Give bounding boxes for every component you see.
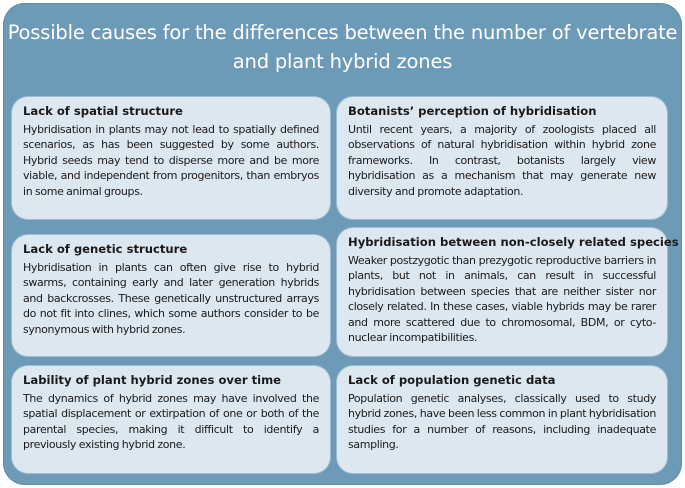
card-lack-of-spatial-structure: [12, 97, 330, 219]
card-heading: Botanists’ perception of hybridisation: [348, 104, 597, 118]
card-body: Hybridisation in plants may not lead to spatially defined scenarios, as has been suggested by some authors. Hybrid seeds may tend to disperse more and be more viable, and independent from progenitors, than embryos in some animal groups.: [23, 123, 319, 198]
card-body: Until recent years, a majority of zoologists placed all observations of natural hybridisation within hybrid zone frameworks. In contrast, botanists largely view hybridisation as a mechanism that may generate new diversity and promote adaptation.: [348, 123, 656, 198]
card-body: Population genetic analyses, classically used to study hybrid zones, have been less common in plant hybridisation studies for a number of reasons, including inadequate sampling.: [348, 392, 656, 452]
card-non-closely-related-species: [337, 228, 679, 356]
title-line-2: and plant hybrid zones: [232, 50, 453, 73]
card-lack-of-genetic-structure: [12, 235, 330, 356]
card-lack-of-population-genetic-data: [337, 366, 667, 473]
card-heading: Lack of genetic structure: [23, 242, 188, 256]
card-heading: Lack of spatial structure: [23, 104, 183, 118]
card-heading: Lability of plant hybrid zones over time: [23, 373, 282, 387]
card-lability-over-time: [12, 366, 330, 473]
card-body: The dynamics of hybrid zones may have involved the spatial displacement or extirpation of one or both of the parental species, making it difficult to identify a previously existing hybrid zone.: [23, 392, 319, 452]
card-heading: Lack of population genetic data: [348, 373, 556, 387]
title-line-1: Possible causes for the differences between the number of vertebrate: [7, 21, 678, 44]
card-body: Weaker postzygotic than prezygotic reproductive barriers in plants, but not in animals, can result in successful hybridisation between species that are neither sister nor closely related. In these cases, viable hybrids may be rarer and more scattered due to chromosomal, BDM, or cyto-nuclear incompatibilities.: [348, 254, 656, 345]
card-botanists-perception: [337, 97, 667, 219]
figure-title: [0, 18, 685, 76]
card-heading: Hybridisation between non-closely related species: [348, 235, 679, 249]
card-body: Hybridisation in plants can often give rise to hybrid swarms, containing early and later generation hybrids and backcrosses. These genetically unstructured arrays do not fit into clines, which some authors consider to be synonymous with hybrid zones.: [23, 261, 319, 336]
